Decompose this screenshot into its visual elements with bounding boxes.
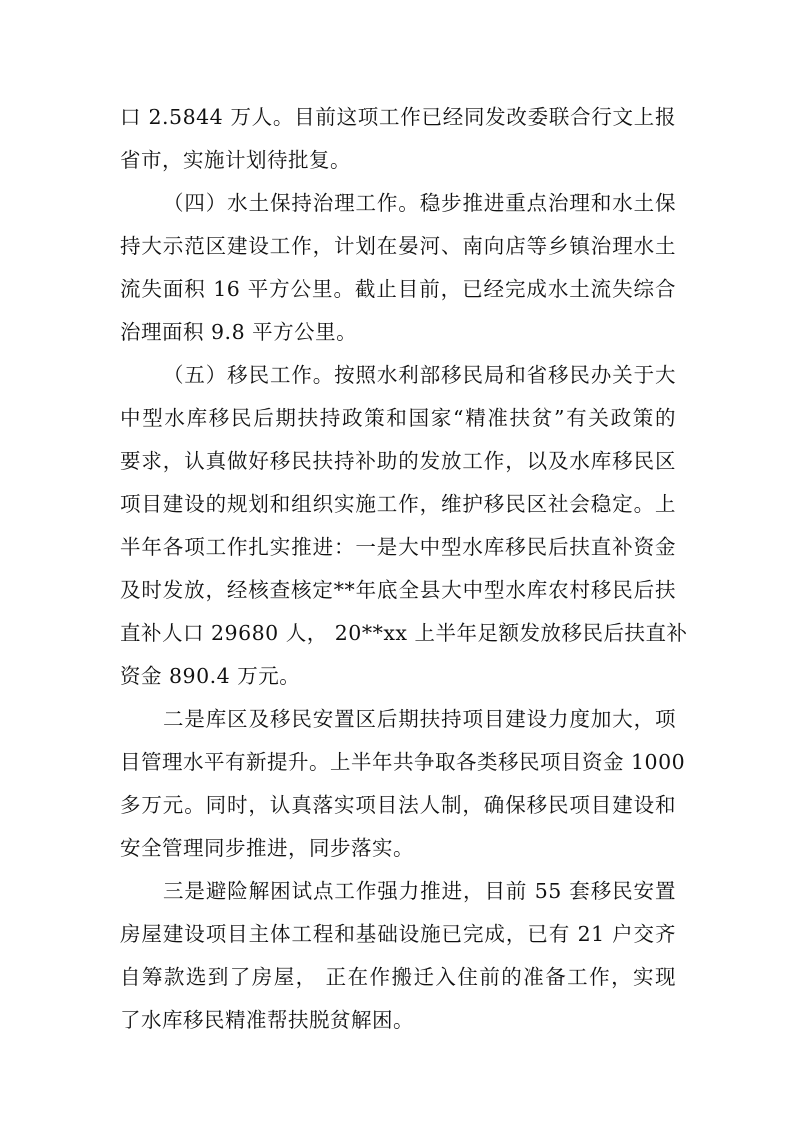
text-line: 口 2.5844 万人。目前这项工作已经同发改委联合行文上报 <box>120 105 676 129</box>
section-heading-line: （五）移民工作。按照水利部移民局和省移民办关于大 <box>163 363 676 387</box>
text-line: 房屋建设项目主体工程和基础设施已完成，已有 21 户交齐 <box>120 922 676 946</box>
section-heading-line: （四）水土保持治理工作。稳步推进重点治理和水土保 <box>163 191 676 215</box>
text-line: 中型水库移民后期扶持政策和国家“精准扶贫”有关政策的 <box>120 406 676 430</box>
text-line: 流失面积 16 平方公里。截止目前，已经完成水土流失综合 <box>120 277 676 301</box>
text-line: 目管理水平有新提升。上半年共争取各类移民项目资金 1000 <box>120 750 686 774</box>
text-line: 半年各项工作扎实推进：一是大中型水库移民后扶直补资金 <box>120 535 676 559</box>
text-line: 自筹款选到了房屋， 正在作搬迁入住前的准备工作，实现 <box>120 965 676 989</box>
text-line: 及时发放，经核查核定**年底全县大中型水库农村移民后扶 <box>120 578 676 602</box>
text-line: 资金 890.4 万元。 <box>120 664 301 688</box>
text-line: 项目建设的规划和组织实施工作，维护移民区社会稳定。上 <box>120 492 676 516</box>
paragraph-line: 二是库区及移民安置区后期扶持项目建设力度加大，项 <box>163 707 676 731</box>
text-line: 持大示范区建设工作，计划在晏河、南向店等乡镇治理水土 <box>120 234 676 258</box>
text-line: 直补人口 29680 人， 20**xx 上半年足额发放移民后扶直补 <box>120 621 688 645</box>
text-line: 治理面积 9.8 平方公里。 <box>120 320 358 344</box>
text-line: 省市，实施计划待批复。 <box>120 148 351 172</box>
text-line: 了水库移民精准帮扶脱贫解困。 <box>120 1008 414 1032</box>
text-line: 安全管理同步推进，同步落实。 <box>120 836 414 860</box>
paragraph-line: 三是避险解困试点工作强力推进，目前 55 套移民安置 <box>163 879 676 903</box>
text-line: 要求，认真做好移民扶持补助的发放工作，以及水库移民区 <box>120 449 676 473</box>
text-line: 多万元。同时，认真落实项目法人制，确保移民项目建设和 <box>120 793 676 817</box>
